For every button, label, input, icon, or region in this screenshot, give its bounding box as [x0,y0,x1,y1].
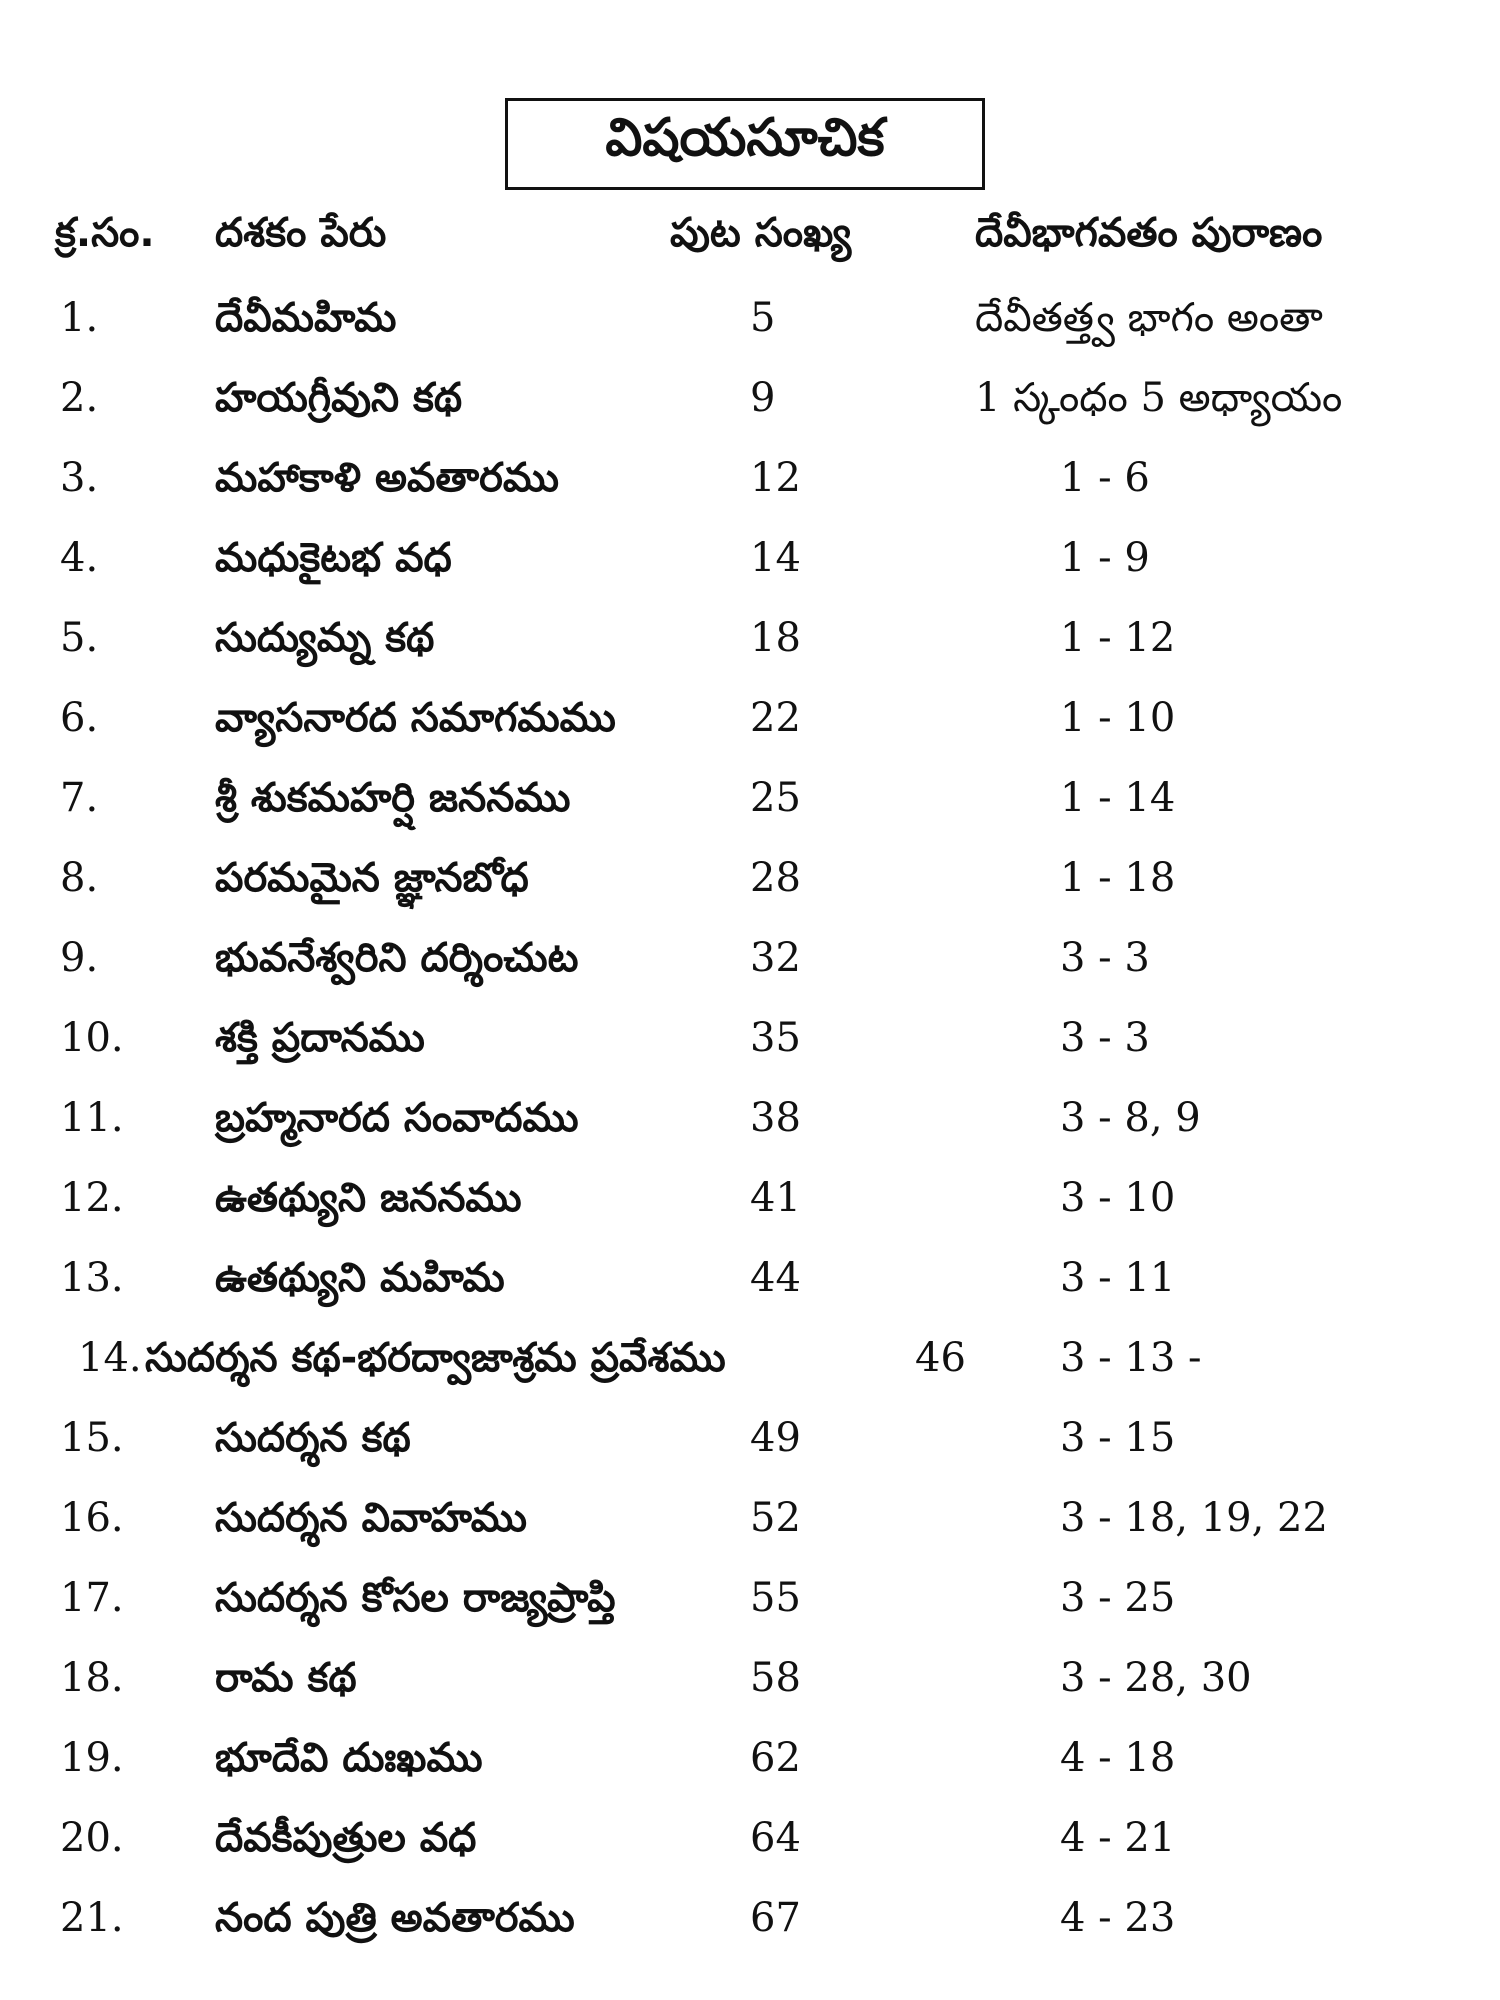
row-number: 13. [60,1255,124,1301]
table-row [0,1335,1500,1395]
row-name: మధుకైటభ వధ [215,535,452,581]
row-name: నంద పుత్రి అవతారము [215,1895,575,1941]
table-row [0,775,1500,835]
row-number: 2. [60,375,99,421]
row-number: 5. [60,615,99,661]
row-page: 14 [750,535,801,581]
row-page: 58 [750,1655,801,1701]
table-row [0,855,1500,915]
row-reference: 3 - 28, 30 [1060,1655,1252,1701]
row-number: 17. [60,1575,124,1621]
row-page: 18 [750,615,801,661]
row-page: 12 [750,455,801,501]
row-page: 28 [750,855,801,901]
row-number: 10. [60,1015,124,1061]
row-number: 15. [60,1415,124,1461]
row-name: సుదర్శన కథ [215,1415,411,1461]
row-number: 18. [60,1655,124,1701]
table-row [0,935,1500,995]
row-reference: 3 - 15 [1060,1415,1176,1461]
row-page: 44 [750,1255,801,1301]
row-page: 35 [750,1015,801,1061]
row-page: 25 [750,775,801,821]
row-reference: 1 - 9 [1060,535,1150,581]
row-number: 11. [60,1095,124,1141]
row-number: 14. [78,1335,142,1381]
table-row [0,455,1500,515]
page-title: విషయసూచిక [505,98,985,190]
header-reference: దేవీభాగవతం పురాణం [975,210,1323,256]
row-page: 67 [750,1895,801,1941]
row-reference: 3 - 13 - [1060,1335,1202,1381]
row-page: 62 [750,1735,801,1781]
row-number: 7. [60,775,99,821]
table-row [0,295,1500,355]
row-name: ఉతథ్యుని మహిమ [215,1255,505,1301]
table-row [0,1415,1500,1475]
row-name: సుదర్శన కోసల రాజ్యప్రాప్తి [215,1575,616,1621]
row-name: మహాకాళి అవతారము [215,455,560,501]
table-row [0,1095,1500,1155]
row-page: 52 [750,1495,801,1541]
table-row [0,695,1500,755]
table-row [0,1015,1500,1075]
row-reference: 4 - 21 [1060,1815,1176,1861]
row-number: 3. [60,455,99,501]
row-reference: 4 - 18 [1060,1735,1176,1781]
row-page: 46 [915,1335,966,1381]
row-page: 9 [750,375,776,421]
row-name: భూదేవి దుఃఖము [215,1735,483,1781]
row-reference: 3 - 8, 9 [1060,1095,1201,1141]
row-name: శ్రీ శుకమహర్షి జననము [215,775,571,821]
row-reference: 3 - 3 [1060,1015,1150,1061]
row-reference: 3 - 25 [1060,1575,1176,1621]
row-reference: 4 - 23 [1060,1895,1176,1941]
row-number: 8. [60,855,99,901]
row-number: 20. [60,1815,124,1861]
header-page: పుట సంఖ్య [670,210,852,256]
row-reference: 3 - 3 [1060,935,1150,981]
row-reference: 1 - 10 [1060,695,1176,741]
table-row [0,1495,1500,1555]
row-name: బ్రహ్మనారద సంవాదము [215,1095,579,1141]
row-reference: దేవీతత్త్వ భాగం అంతా [975,295,1323,341]
row-name: శక్తి ప్రదానము [215,1015,425,1061]
table-row [0,375,1500,435]
row-name: ఉతథ్యుని జననము [215,1175,522,1221]
row-name: దేవకీపుత్రుల వధ [215,1815,477,1861]
table-row [0,1735,1500,1795]
row-name: సుదర్శన కథ-భరద్వాజాశ్రమ ప్రవేశము [145,1335,726,1381]
row-number: 1. [60,295,99,341]
row-page: 49 [750,1415,801,1461]
row-name: దేవీమహిమ [215,295,397,341]
row-reference: 3 - 18, 19, 22 [1060,1495,1328,1541]
table-row [0,1815,1500,1875]
row-number: 16. [60,1495,124,1541]
table-header [0,210,1500,270]
row-reference: 1 - 14 [1060,775,1176,821]
row-name: సుద్యుమ్న కథ [215,615,435,661]
row-name: భువనేశ్వరిని దర్శించుట [215,935,579,981]
row-number: 9. [60,935,99,981]
row-number: 21. [60,1895,124,1941]
table-row [0,1575,1500,1635]
row-page: 22 [750,695,801,741]
row-name: రామ కథ [215,1655,357,1701]
row-number: 19. [60,1735,124,1781]
table-row [0,1175,1500,1235]
table-row [0,615,1500,675]
row-number: 6. [60,695,99,741]
table-row [0,1895,1500,1955]
row-reference: 3 - 10 [1060,1175,1176,1221]
row-page: 41 [750,1175,801,1221]
table-row [0,1255,1500,1315]
row-number: 12. [60,1175,124,1221]
row-reference: 1 స్కంధం 5 అధ్యాయం [975,375,1343,421]
row-name: పరమమైన జ్ఞానబోధ [215,855,529,901]
row-name: వ్యాసనారద సమాగమము [215,695,616,741]
row-page: 38 [750,1095,801,1141]
row-reference: 1 - 12 [1060,615,1176,661]
row-reference: 1 - 18 [1060,855,1176,901]
header-name: దశకం పేరు [215,210,387,256]
row-page: 32 [750,935,801,981]
table-row [0,535,1500,595]
row-page: 64 [750,1815,801,1861]
header-serial: క్ర.సం. [55,210,155,256]
row-name: హయగ్రీవుని కథ [215,375,463,421]
row-page: 5 [750,295,776,341]
row-name: సుదర్శన వివాహము [215,1495,527,1541]
row-number: 4. [60,535,99,581]
row-reference: 1 - 6 [1060,455,1150,501]
row-reference: 3 - 11 [1060,1255,1176,1301]
table-row [0,1655,1500,1715]
row-page: 55 [750,1575,801,1621]
